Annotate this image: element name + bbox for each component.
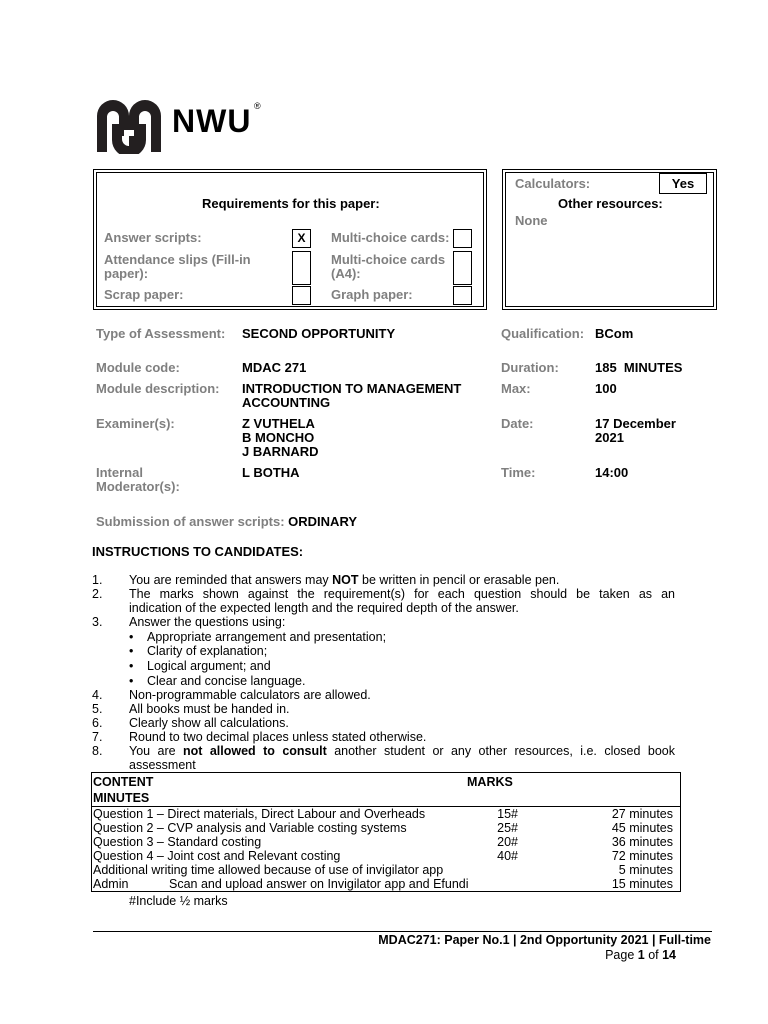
submission-label: Submission of answer scripts: [96,514,285,529]
multichoice-cards-a4-label: Multi-choice cards (A4): [331,252,446,281]
instruction-8-line1 [129,744,675,759]
calculators-value: Yes [659,173,707,194]
answer-scripts-label: Answer scripts: [104,230,202,245]
date-line1: 17 December [595,416,676,431]
instruction-3-number: 3. [92,615,103,629]
instruction-8-bold: not allowed to consult [183,744,327,758]
submission-row [96,515,357,529]
table-admin-minutes: 15 minutes [611,877,673,891]
table-row-2-minutes: 45 minutes [611,821,673,835]
instruction-1-number: 1. [92,573,103,587]
instruction-2-line2: indication of the expected length and the required depth of the answer. [129,601,519,615]
module-code-label: Module code: [96,360,180,375]
examiner-1: Z VUTHELA [242,416,315,431]
bullet-4-text: Clear and concise language. [147,674,306,688]
bullet-3-text: Logical argument; and [147,659,271,673]
instruction-5-number: 5. [92,702,103,716]
table-row-3-marks: 20# [497,835,518,849]
instruction-7-text: Round to two decimal places unless stated otherwise. [129,730,427,744]
marks-table-header [91,772,681,807]
table-row-2-content: Question 2 – CVP analysis and Variable costing systems [93,821,407,835]
footer-page-word: Page [605,948,638,962]
instruction-8-pre: You are [129,744,183,758]
other-resources-value: None [515,213,548,228]
instruction-3-text: Answer the questions using: [129,615,286,629]
max-value: 100 [595,381,617,396]
type-of-assessment-value: SECOND OPPORTUNITY [242,326,396,341]
qualification-label: Qualification: [501,326,585,341]
footer-page-number [540,948,676,962]
table-row-4-content: Question 4 – Joint cost and Relevant costing [93,849,341,863]
table-note: #Include ½ marks [129,894,228,908]
examiner-2: B MONCHO [242,430,315,445]
footer-title: MDAC271: Paper No.1 | 2nd Opportunity 2021 | Full-time [378,933,711,947]
scrap-paper-checkbox[interactable] [292,286,311,305]
table-header-content: CONTENT [93,775,154,789]
moderator-value: L BOTHA [242,465,300,480]
instruction-6-text: Clearly show all calculations. [129,716,289,730]
instruction-8-number: 8. [92,744,103,758]
duration-label: Duration: [501,360,559,375]
table-row-5-minutes: 5 minutes [618,863,673,877]
table-admin-text: Scan and upload answer on Invigilator app and Efundi [169,877,469,891]
multichoice-cards-a4-checkbox[interactable] [453,251,472,285]
other-resources-title: Other resources: [558,196,663,211]
table-header-minutes: MINUTES [93,791,150,805]
instruction-4-number: 4. [92,688,103,702]
module-description-label: Module description: [96,381,220,396]
instruction-7-number: 7. [92,730,103,744]
bullet-3: • [129,659,134,673]
bullet-1-text: Appropriate arrangement and presentation; [147,630,387,644]
table-row-4-marks: 40# [497,849,518,863]
table-row-3-content: Question 3 – Standard costing [93,835,262,849]
table-header-marks: MARKS [467,775,513,789]
registered-mark: ® [254,101,261,111]
instruction-6-number: 6. [92,716,103,730]
type-of-assessment-label: Type of Assessment: [96,326,226,341]
examiners-label: Examiner(s): [96,416,175,431]
instruction-1-bold: NOT [332,573,359,587]
attendance-slips-checkbox[interactable] [292,251,311,285]
footer-divider [93,931,712,932]
instruction-5-text: All books must be handed in. [129,702,290,716]
instruction-1-pre: You are reminded that answers may [129,573,333,587]
table-admin-label: Admin [93,877,129,891]
table-row-5-content: Additional writing time allowed because of use of invigilator app [93,863,444,877]
bullet-1: • [129,630,134,644]
time-value: 14:00 [595,465,629,480]
scrap-paper-label: Scrap paper: [104,287,184,302]
qualification-value: BCom [595,326,634,341]
duration-value: 185 MINUTES [595,360,683,375]
instruction-2-line1: The marks shown against the requirement(s) for each question should be taken as an [129,587,675,601]
instructions-heading: INSTRUCTIONS TO CANDIDATES: [92,544,304,559]
instruction-8-line2: assessment [129,758,196,772]
time-label: Time: [501,465,536,480]
submission-value: ORDINARY [288,514,358,529]
table-row-1-content: Question 1 – Direct materials, Direct Labour and Overheads [93,807,426,821]
bullet-4: • [129,674,134,688]
module-code-value: MDAC 271 [242,360,307,375]
table-row-1-marks: 15# [497,807,518,821]
date-label: Date: [501,416,534,431]
instruction-2-number: 2. [92,587,103,601]
table-row-2-marks: 25# [497,821,518,835]
instruction-1-post: be written in pencil or erasable pen. [358,573,560,587]
moderator-label-line2: Moderator(s): [96,479,180,494]
nwu-logo-mark [95,90,163,154]
table-row-3-minutes: 36 minutes [611,835,673,849]
moderator-label-line1: Internal [96,465,143,480]
module-description-line2: ACCOUNTING [242,395,331,410]
multichoice-cards-checkbox[interactable] [453,229,472,248]
calculators-label: Calculators: [515,176,591,191]
instruction-1-text [129,573,675,588]
nwu-logo-text: NWU [172,103,252,139]
multichoice-cards-label: Multi-choice cards: [331,230,450,245]
graph-paper-label: Graph paper: [331,287,413,302]
module-description-line1: INTRODUCTION TO MANAGEMENT [242,381,462,396]
footer-page-current: 1 [637,948,645,962]
examiner-3: J BARNARD [242,444,319,459]
bullet-2-text: Clarity of explanation; [147,644,268,658]
max-label: Max: [501,381,531,396]
graph-paper-checkbox[interactable] [453,286,472,305]
date-line2: 2021 [595,430,624,445]
instruction-8-post: another student or any other resources, i.e. closed book [326,744,675,758]
footer-of-word: of [644,948,663,962]
answer-scripts-checkbox[interactable]: X [292,229,311,248]
footer-page-total: 14 [662,948,676,962]
table-row-1-minutes: 27 minutes [611,807,673,821]
instruction-4-text: Non-programmable calculators are allowed. [129,688,371,702]
table-row-4-minutes: 72 minutes [611,849,673,863]
bullet-2: • [129,644,134,658]
attendance-slips-label: Attendance slips (Fill-in paper): [104,252,251,281]
requirements-title: Requirements for this paper: [202,196,380,211]
